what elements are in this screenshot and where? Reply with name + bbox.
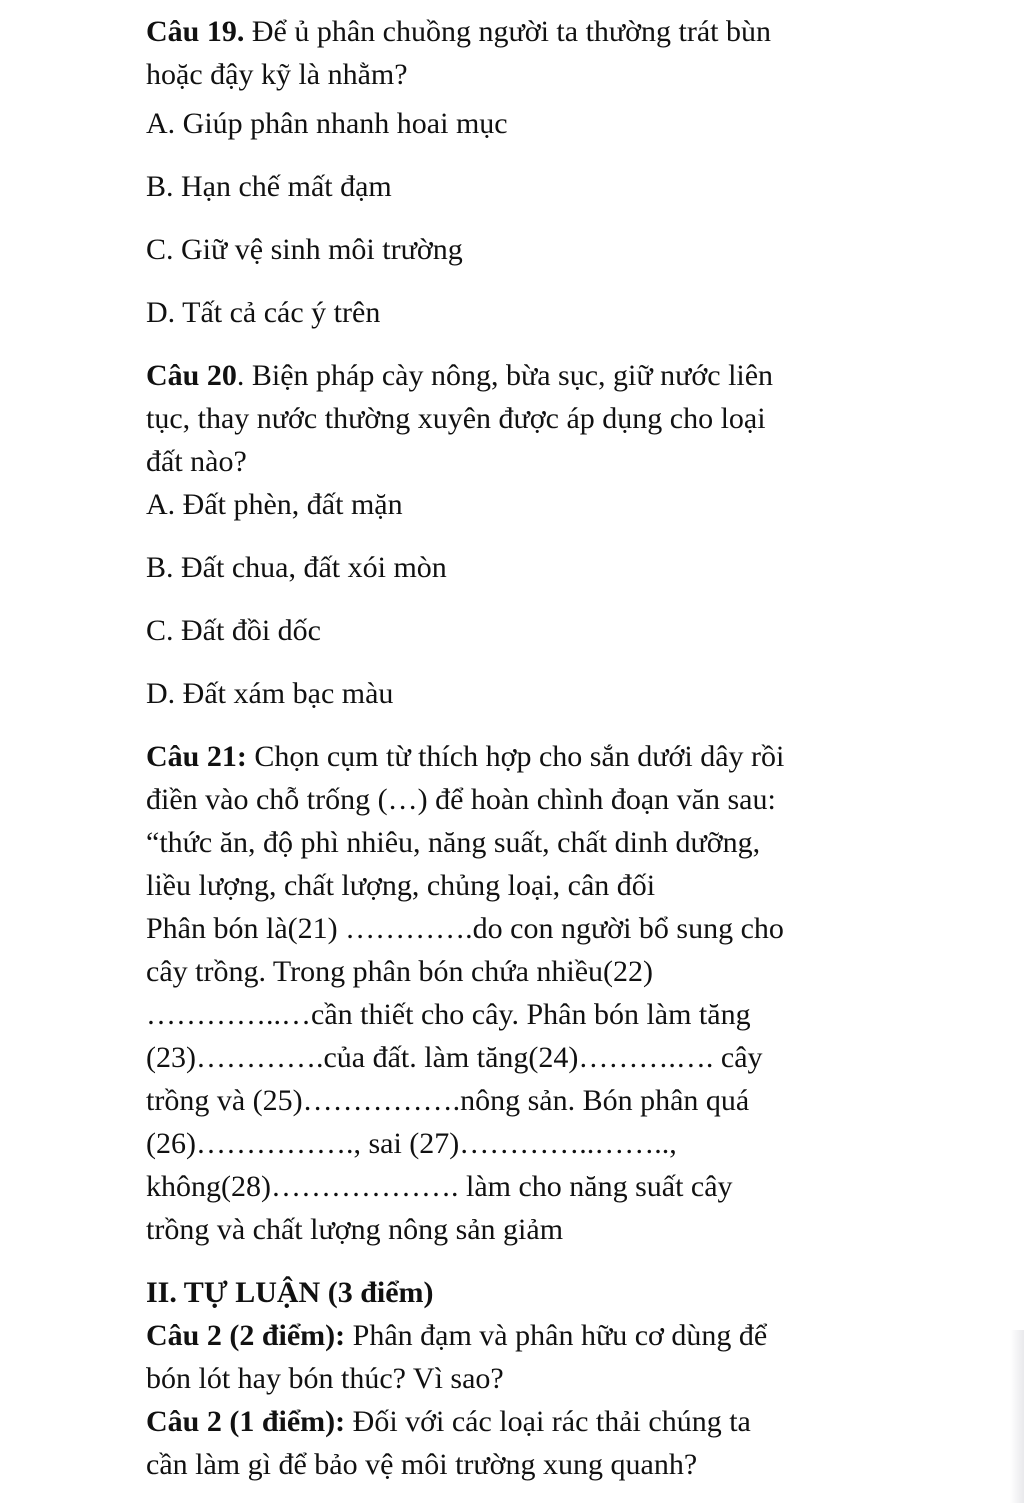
question-20 [146, 354, 936, 715]
question-21-line-4: liều lượng, chất lượng, chủng loại, cân đối [146, 869, 656, 902]
question-20-label: Câu 20 [146, 359, 237, 392]
question-19-option-c: C. Giữ vệ sinh môi trường [146, 233, 463, 266]
page-edge-shadow [1010, 1330, 1024, 1503]
question-21-line-1: Câu 21: Chọn cụm từ thích hợp cho sắn dưới dây rồi [146, 740, 785, 773]
essay-section [146, 1271, 936, 1486]
question-21-label: Câu 21: [146, 740, 247, 773]
question-19-label: Câu 19. [146, 15, 245, 48]
question-20-option-c: C. Đất đồi dốc [146, 614, 321, 647]
question-19-option-d: D. Tất cả các ý trên [146, 296, 381, 329]
question-20-option-a: A. Đất phèn, đất mặn [146, 488, 403, 521]
question-20-stem-line-3: đất nào? [146, 445, 247, 478]
question-19 [146, 10, 936, 334]
exam-page [146, 10, 936, 1486]
question-21-line-12: trồng và chất lượng nông sản giảm [146, 1213, 564, 1246]
question-21-line-11: không(28)………………. làm cho năng suất cây [146, 1170, 733, 1203]
question-19-stem-line-2: hoặc đậy kỹ là nhằm? [146, 58, 408, 91]
question-21-line-7: …………..…cần thiết cho cây. Phân bón làm tăng [146, 998, 751, 1031]
question-19-option-a: A. Giúp phân nhanh hoai mục [146, 107, 508, 140]
essay-section-heading: II. TỰ LUẬN (3 điểm) [146, 1276, 434, 1309]
essay-question-1-line-2: bón lót hay bón thúc? Vì sao? [146, 1362, 504, 1395]
question-21-line-2: điền vào chỗ trống (…) để hoàn chình đoạn văn sau: [146, 783, 776, 816]
question-20-option-b: B. Đất chua, đất xói mòn [146, 551, 447, 584]
question-21-line-5: Phân bón là(21) ………….do con người bổ sung cho [146, 912, 784, 945]
question-19-option-b: B. Hạn chế mất đạm [146, 170, 392, 203]
question-21-line-3: “thức ăn, độ phì nhiêu, năng suất, chất dinh dưỡng, [146, 826, 761, 859]
question-21-line-6: cây trồng. Trong phân bón chứa nhiều(22) [146, 955, 654, 988]
essay-question-2-line-1: Câu 2 (1 điểm): Đối với các loại rác thải chúng ta [146, 1405, 751, 1438]
question-21-line-8: (23)………….của đất. làm tăng(24)……….…. cây [146, 1041, 763, 1074]
essay-question-1-label: Câu 2 (2 điểm): [146, 1319, 346, 1352]
question-20-stem-line-1: Câu 20. Biện pháp cày nông, bừa sục, giữ nước liên [146, 359, 774, 392]
question-21-line-10: (26)……………., sai (27)…………..…….., [146, 1127, 677, 1160]
question-21-line-9: trồng và (25)…………….nông sản. Bón phân quá [146, 1084, 750, 1117]
essay-question-2-line-2: cần làm gì để bảo vệ môi trường xung quanh? [146, 1448, 698, 1481]
essay-question-2-label: Câu 2 (1 điểm): [146, 1405, 346, 1438]
question-20-stem-line-2: tục, thay nước thường xuyên được áp dụng cho loại [146, 402, 766, 435]
question-20-option-d: D. Đất xám bạc màu [146, 677, 394, 710]
essay-question-1-line-1: Câu 2 (2 điểm): Phân đạm và phân hữu cơ dùng để [146, 1319, 768, 1352]
question-19-stem-line-1: Câu 19. Để ủ phân chuồng người ta thường trát bùn [146, 15, 772, 48]
question-21 [146, 735, 936, 1251]
